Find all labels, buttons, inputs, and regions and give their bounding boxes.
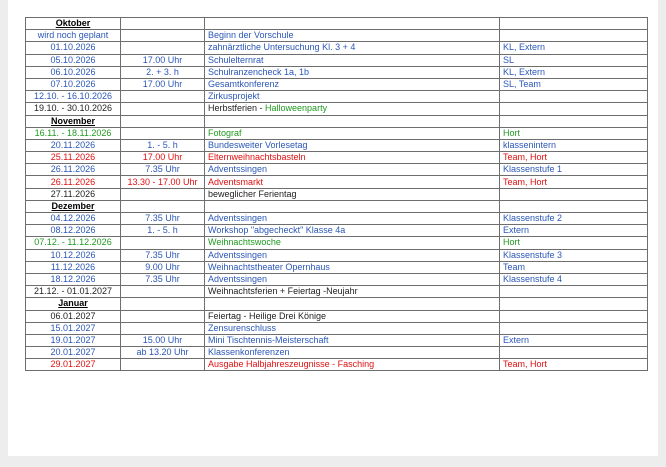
table-row	[26, 127, 648, 139]
table-row	[26, 91, 648, 103]
time-cell	[121, 310, 205, 322]
responsible-cell: Hort	[500, 127, 648, 139]
event-cell: Adventssingen	[205, 164, 500, 176]
responsible-cell	[500, 322, 648, 334]
date-cell: 07.12. - 11.12.2026	[26, 237, 121, 249]
time-cell: 9.00 Uhr	[121, 261, 205, 273]
time-cell: 17.00 Uhr	[121, 78, 205, 90]
table-row	[26, 273, 648, 285]
responsible-cell	[500, 91, 648, 103]
date-cell: 11.12.2026	[26, 261, 121, 273]
table-row	[26, 78, 648, 90]
time-cell: 7.35 Uhr	[121, 249, 205, 261]
responsible-cell: Team	[500, 261, 648, 273]
table-row	[26, 103, 648, 115]
table-row	[26, 42, 648, 54]
table-row	[26, 249, 648, 261]
empty-cell	[205, 298, 500, 310]
event-highlight: Halloweenparty	[265, 103, 328, 114]
table-row	[26, 152, 648, 164]
empty-cell	[500, 298, 648, 310]
responsible-cell: Extern	[500, 225, 648, 237]
responsible-cell: klassenintern	[500, 139, 648, 151]
responsible-cell: KL, Extern	[500, 42, 648, 54]
time-cell: 13.30 - 17.00 Uhr	[121, 176, 205, 188]
date-cell: 10.12.2026	[26, 249, 121, 261]
date-cell: 05.10.2026	[26, 54, 121, 66]
time-cell	[121, 127, 205, 139]
table-row	[26, 286, 648, 298]
event-cell: Weihnachtsferien + Feiertag -Neujahr	[205, 286, 500, 298]
empty-cell	[205, 18, 500, 30]
schedule-table	[25, 17, 648, 371]
event-cell: Zensurenschluss	[205, 322, 500, 334]
date-cell: 19.01.2027	[26, 334, 121, 346]
event-cell: Feiertag - Heilige Drei Könige	[205, 310, 500, 322]
table-row	[26, 359, 648, 371]
time-cell: 2. + 3. h	[121, 66, 205, 78]
responsible-cell: Team, Hort	[500, 359, 648, 371]
empty-cell	[121, 18, 205, 30]
date-cell: 16.11. - 18.11.2026	[26, 127, 121, 139]
event-cell: Workshop "abgecheckt" Klasse 4a	[205, 225, 500, 237]
responsible-cell	[500, 286, 648, 298]
time-cell: 7.35 Uhr	[121, 273, 205, 285]
responsible-cell: KL, Extern	[500, 66, 648, 78]
event-cell: Klassenkonferenzen	[205, 347, 500, 359]
empty-cell	[121, 115, 205, 127]
event-cell: Weihnachtswoche	[205, 237, 500, 249]
event-cell: Bundesweiter Vorlesetag	[205, 139, 500, 151]
responsible-cell	[500, 30, 648, 42]
table-row	[26, 322, 648, 334]
event-cell: Zirkusprojekt	[205, 91, 500, 103]
time-cell: 17.00 Uhr	[121, 54, 205, 66]
responsible-cell: Team, Hort	[500, 152, 648, 164]
event-cell: Schulelternrat	[205, 54, 500, 66]
table-row	[26, 334, 648, 346]
responsible-cell	[500, 103, 648, 115]
month-header-row	[26, 200, 648, 212]
date-cell: wird noch geplant	[26, 30, 121, 42]
event-cell	[205, 359, 500, 371]
event-cell: Elternweihnachtsbasteln	[205, 152, 500, 164]
event-cell: Adventssingen	[205, 249, 500, 261]
time-cell	[121, 322, 205, 334]
table-row	[26, 225, 648, 237]
date-cell: 12.10. - 16.10.2026	[26, 91, 121, 103]
event-cell: Adventssingen	[205, 213, 500, 225]
event-text: Herbstferien -	[208, 103, 266, 114]
month-header-row	[26, 115, 648, 127]
table-row	[26, 188, 648, 200]
time-cell	[121, 91, 205, 103]
date-cell: 06.10.2026	[26, 66, 121, 78]
empty-cell	[500, 200, 648, 212]
month-header-row	[26, 18, 648, 30]
table-row	[26, 164, 648, 176]
responsible-cell: Klassenstufe 1	[500, 164, 648, 176]
event-cell: Beginn der Vorschule	[205, 30, 500, 42]
document-page	[8, 0, 658, 456]
date-cell: 07.10.2026	[26, 78, 121, 90]
date-cell: 04.12.2026	[26, 213, 121, 225]
date-cell: 25.11.2026	[26, 152, 121, 164]
responsible-cell: Klassenstufe 3	[500, 249, 648, 261]
month-header-row	[26, 298, 648, 310]
table-row	[26, 139, 648, 151]
date-cell: 21.12. - 01.01.2027	[26, 286, 121, 298]
empty-cell	[500, 18, 648, 30]
date-cell: 19.10. - 30.10.2026	[26, 103, 121, 115]
time-cell	[121, 42, 205, 54]
event-cell: zahnärztliche Untersuchung Kl. 3 + 4	[205, 42, 500, 54]
time-cell: 7.35 Uhr	[121, 164, 205, 176]
date-cell: 20.01.2027	[26, 347, 121, 359]
responsible-cell	[500, 347, 648, 359]
date-cell: 26.11.2026	[26, 176, 121, 188]
event-cell: Adventssingen	[205, 273, 500, 285]
event-cell	[205, 103, 500, 115]
time-cell	[121, 103, 205, 115]
date-cell: 01.10.2026	[26, 42, 121, 54]
empty-cell	[500, 115, 648, 127]
date-cell: 15.01.2027	[26, 322, 121, 334]
responsible-cell: Extern	[500, 334, 648, 346]
event-cell: Mini Tischtennis-Meisterschaft	[205, 334, 500, 346]
time-cell: 1. - 5. h	[121, 225, 205, 237]
time-cell	[121, 188, 205, 200]
time-cell: 1. - 5. h	[121, 139, 205, 151]
event-cell: Gesamtkonferenz	[205, 78, 500, 90]
month-heading: November	[26, 115, 121, 127]
responsible-cell	[500, 188, 648, 200]
table-row	[26, 213, 648, 225]
month-heading: Januar	[26, 298, 121, 310]
date-cell: 06.01.2027	[26, 310, 121, 322]
empty-cell	[205, 200, 500, 212]
time-cell	[121, 237, 205, 249]
date-cell: 27.11.2026	[26, 188, 121, 200]
time-cell	[121, 359, 205, 371]
date-cell: 08.12.2026	[26, 225, 121, 237]
event-cell: Schulranzencheck 1a, 1b	[205, 66, 500, 78]
date-cell: 20.11.2026	[26, 139, 121, 151]
table-row	[26, 176, 648, 188]
event-text: Ausgabe Halbjahreszeugnisse -	[208, 359, 338, 370]
schedule-body	[26, 18, 648, 371]
month-heading: Oktober	[26, 18, 121, 30]
empty-cell	[121, 200, 205, 212]
table-row	[26, 261, 648, 273]
event-cell: beweglicher Ferientag	[205, 188, 500, 200]
time-cell	[121, 286, 205, 298]
time-cell: 7.35 Uhr	[121, 213, 205, 225]
event-cell: Fotograf	[205, 127, 500, 139]
responsible-cell: Klassenstufe 4	[500, 273, 648, 285]
table-row	[26, 237, 648, 249]
table-row	[26, 30, 648, 42]
empty-cell	[121, 298, 205, 310]
date-cell: 29.01.2027	[26, 359, 121, 371]
responsible-cell: Team, Hort	[500, 176, 648, 188]
table-row	[26, 310, 648, 322]
responsible-cell: SL	[500, 54, 648, 66]
event-cell: Adventsmarkt	[205, 176, 500, 188]
empty-cell	[205, 115, 500, 127]
month-heading: Dezember	[26, 200, 121, 212]
date-cell: 18.12.2026	[26, 273, 121, 285]
time-cell: 15.00 Uhr	[121, 334, 205, 346]
time-cell: 17.00 Uhr	[121, 152, 205, 164]
responsible-cell: SL, Team	[500, 78, 648, 90]
event-highlight: Fasching	[337, 359, 375, 370]
date-cell: 26.11.2026	[26, 164, 121, 176]
responsible-cell: Hort	[500, 237, 648, 249]
table-row	[26, 347, 648, 359]
time-cell	[121, 30, 205, 42]
table-row	[26, 54, 648, 66]
event-cell: Weihnachtstheater Opernhaus	[205, 261, 500, 273]
responsible-cell	[500, 310, 648, 322]
time-cell: ab 13.20 Uhr	[121, 347, 205, 359]
table-row	[26, 66, 648, 78]
responsible-cell: Klassenstufe 2	[500, 213, 648, 225]
